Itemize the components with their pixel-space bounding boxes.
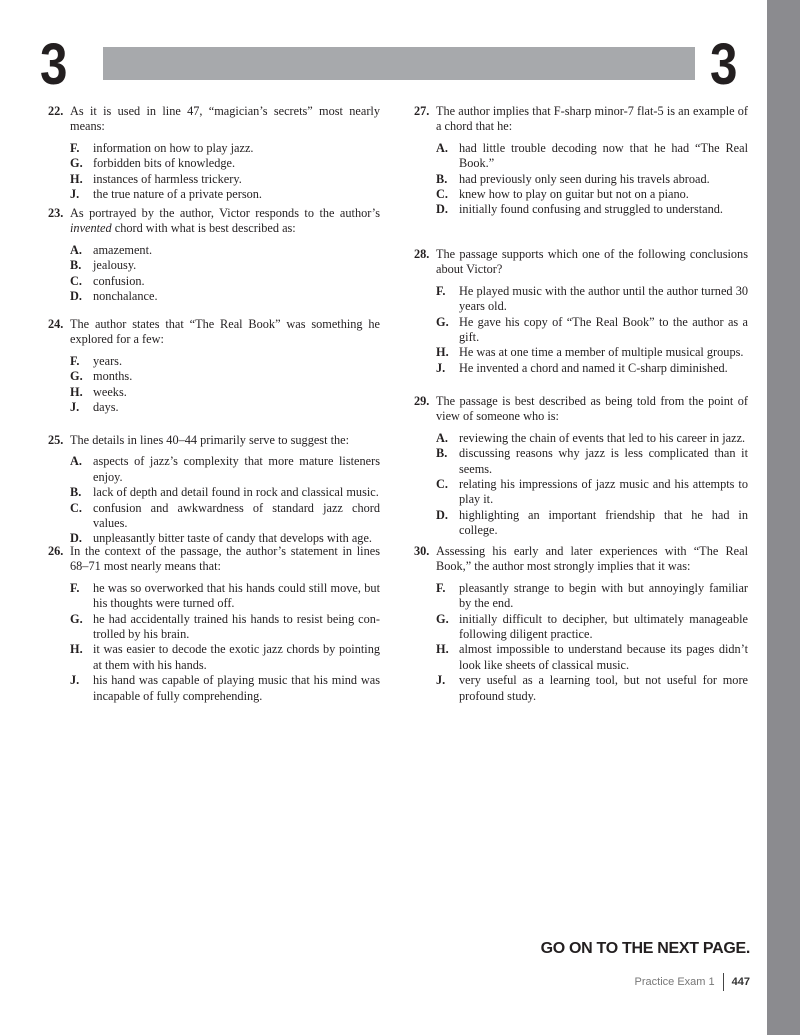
option-text: forbidden bits of knowledge. bbox=[93, 156, 236, 171]
option-text: amazement. bbox=[93, 242, 153, 257]
stem-italic: invented bbox=[70, 221, 112, 236]
question-24 bbox=[48, 317, 380, 415]
stem-text-after: chord with what is best described as: bbox=[111, 221, 296, 236]
question-28 bbox=[414, 247, 748, 376]
option-text: had previously only seen during his travels abroad. bbox=[459, 171, 710, 186]
option-text: almost impossible to understand because its pages didn’t look like sheets of classical music. bbox=[459, 642, 748, 672]
question-stem bbox=[70, 104, 380, 135]
question-stem-row bbox=[414, 544, 748, 575]
answer-option[interactable] bbox=[70, 141, 380, 156]
answer-option[interactable] bbox=[436, 508, 748, 539]
section-header-bar bbox=[103, 47, 695, 80]
option-letter: H. bbox=[70, 642, 83, 657]
option-text: knew how to play on guitar but not on a piano. bbox=[459, 187, 689, 202]
question-stem-row bbox=[48, 206, 380, 237]
option-letter: A. bbox=[436, 140, 448, 155]
option-letter: D. bbox=[70, 531, 82, 546]
option-text: had little trouble decoding now that he had “The Real Book.” bbox=[459, 140, 748, 171]
answer-option[interactable] bbox=[70, 156, 380, 171]
question-stem bbox=[70, 317, 380, 348]
option-letter: F. bbox=[70, 353, 80, 368]
question-stem-row bbox=[48, 104, 380, 135]
option-letter: H. bbox=[70, 171, 83, 186]
option-letter: G. bbox=[436, 611, 449, 626]
question-stem bbox=[436, 247, 748, 278]
option-letter: J. bbox=[436, 360, 446, 375]
question-stem-row bbox=[414, 394, 748, 425]
option-letter: H. bbox=[436, 345, 449, 360]
option-text: nonchalance. bbox=[93, 289, 158, 304]
option-letter: G. bbox=[70, 611, 83, 626]
answer-option[interactable] bbox=[436, 345, 748, 360]
answer-option[interactable] bbox=[436, 141, 748, 172]
option-letter: J. bbox=[70, 187, 80, 202]
question-25 bbox=[48, 433, 380, 547]
section-number-right: 3 bbox=[710, 32, 738, 97]
option-text: He gave his copy of “The Real Book” to the author as a gift. bbox=[459, 314, 748, 345]
option-text: He was at one time a member of multiple musical groups. bbox=[459, 345, 744, 360]
question-number: 28. bbox=[414, 247, 430, 261]
option-letter: B. bbox=[70, 258, 82, 273]
option-text: initially difficult to decipher, but ultimately manageable following diligent practice. bbox=[459, 611, 748, 642]
option-letter: C. bbox=[70, 273, 82, 288]
stem-text: In the context of the passage, the author’s statement in lines 68–71 most nearly means that: bbox=[70, 544, 380, 574]
answer-option[interactable] bbox=[436, 172, 748, 187]
answer-option[interactable] bbox=[436, 202, 748, 217]
question-stem bbox=[70, 544, 380, 575]
question-number: 25. bbox=[48, 433, 64, 447]
option-letter: A. bbox=[70, 454, 82, 469]
answer-option[interactable] bbox=[436, 673, 748, 704]
option-text: his hand was capable of playing music that his mind was incapable of fully comprehending. bbox=[93, 673, 380, 703]
answer-option[interactable] bbox=[70, 612, 380, 643]
stem-text: The author implies that F-sharp minor-7 flat-5 is an example of a chord that he: bbox=[436, 104, 748, 134]
stem-text: As portrayed by the author, Victor responds to the author’s bbox=[70, 206, 380, 220]
answer-option[interactable] bbox=[436, 431, 748, 446]
option-text: information on how to play jazz. bbox=[93, 140, 254, 155]
option-text: confusion. bbox=[93, 273, 145, 288]
option-text: discussing reasons why jazz is less complicated than it seems. bbox=[459, 446, 748, 476]
page-number: 447 bbox=[731, 976, 750, 988]
option-text: he was so overworked that his hands could still move, but his thoughts were turned off. bbox=[93, 580, 380, 611]
option-text: days. bbox=[93, 400, 119, 415]
option-letter: J. bbox=[70, 673, 80, 688]
question-stem-row bbox=[48, 433, 380, 448]
answer-option[interactable] bbox=[70, 454, 380, 485]
answer-option[interactable] bbox=[70, 172, 380, 187]
option-letter: B. bbox=[436, 446, 448, 461]
answer-option[interactable] bbox=[436, 315, 748, 346]
stem-text: The passage supports which one of the following conclusions about Victor? bbox=[436, 247, 748, 277]
option-letter: D. bbox=[436, 202, 448, 217]
answer-option[interactable] bbox=[70, 400, 380, 415]
footer-divider bbox=[723, 973, 724, 991]
option-letter: G. bbox=[436, 314, 449, 329]
option-text: initially found confusing and struggled to understand. bbox=[459, 202, 723, 217]
question-stem bbox=[436, 394, 748, 425]
section-number-left: 3 bbox=[40, 32, 68, 97]
answer-option[interactable] bbox=[436, 642, 748, 673]
answer-options bbox=[70, 141, 380, 203]
page-footer bbox=[635, 973, 750, 991]
option-text: relating his impressions of jazz music and his attempts to play it. bbox=[459, 477, 748, 507]
answer-option[interactable] bbox=[70, 187, 380, 202]
option-letter: F. bbox=[436, 580, 446, 595]
question-29 bbox=[414, 394, 748, 539]
option-letter: B. bbox=[70, 485, 82, 500]
stem-text: The author states that “The Real Book” was something he explored for a few: bbox=[70, 317, 380, 347]
question-stem-row bbox=[48, 544, 380, 575]
option-letter: F. bbox=[436, 283, 446, 298]
answer-option[interactable] bbox=[70, 642, 380, 673]
option-text: it was easier to decode the exotic jazz chords by pointing at them with his hands. bbox=[93, 642, 380, 672]
option-text: jealousy. bbox=[93, 258, 137, 273]
question-30 bbox=[414, 544, 748, 704]
answer-options bbox=[436, 581, 748, 704]
option-letter: H. bbox=[436, 642, 449, 657]
question-number: 27. bbox=[414, 104, 430, 118]
go-on-notice: GO ON TO THE NEXT PAGE. bbox=[540, 940, 750, 957]
footer-label: Practice Exam 1 bbox=[634, 976, 715, 988]
option-letter: H. bbox=[70, 384, 83, 399]
option-text: he had accidentally trained his hands to resist being con-trolled by his brain. bbox=[93, 611, 380, 642]
question-stem-row bbox=[48, 317, 380, 348]
option-text: weeks. bbox=[93, 384, 127, 399]
answer-option[interactable] bbox=[70, 289, 380, 304]
answer-option[interactable] bbox=[70, 274, 380, 289]
option-letter: D. bbox=[70, 289, 82, 304]
option-letter: G. bbox=[70, 156, 83, 171]
option-text: highlighting an important friendship that he had in college. bbox=[459, 507, 748, 538]
answer-option[interactable] bbox=[70, 485, 380, 500]
option-text: lack of depth and detail found in rock and classical music. bbox=[93, 485, 379, 500]
question-26 bbox=[48, 544, 380, 704]
option-text: aspects of jazz’s complexity that more mature listeners enjoy. bbox=[93, 454, 380, 484]
stem-text: Assessing his early and later experiences with “The Real Book,” the author most strongly implies that it was: bbox=[436, 544, 748, 574]
answer-option[interactable] bbox=[70, 581, 380, 612]
question-number: 26. bbox=[48, 544, 64, 558]
question-stem bbox=[436, 104, 748, 135]
stem-text: As it is used in line 47, “magician’s secrets” most nearly means: bbox=[70, 104, 380, 134]
option-text: He invented a chord and named it C-sharp diminished. bbox=[459, 360, 728, 375]
question-stem-row bbox=[414, 247, 748, 278]
option-letter: J. bbox=[436, 673, 446, 688]
question-stem bbox=[70, 206, 380, 237]
option-text: confusion and awkwardness of standard jazz chord values. bbox=[93, 500, 380, 531]
option-text: pleasantly strange to begin with but annoyingly familiar by the end. bbox=[459, 580, 748, 611]
option-letter: F. bbox=[70, 580, 80, 595]
option-letter: C. bbox=[70, 500, 82, 515]
answer-options bbox=[436, 431, 748, 539]
answer-option[interactable] bbox=[436, 477, 748, 508]
option-text: He played music with the author until the author turned 30 years old. bbox=[459, 283, 748, 314]
answer-options bbox=[70, 354, 380, 416]
option-text: instances of harmless trickery. bbox=[93, 171, 242, 186]
question-stem bbox=[436, 544, 748, 575]
option-text: very useful as a learning tool, but not useful for more profound study. bbox=[459, 673, 748, 703]
side-tab-strip bbox=[767, 0, 800, 1035]
question-number: 22. bbox=[48, 104, 64, 118]
option-letter: J. bbox=[70, 400, 80, 415]
answer-option[interactable] bbox=[436, 612, 748, 643]
question-number: 30. bbox=[414, 544, 430, 558]
option-letter: C. bbox=[436, 477, 448, 492]
question-22 bbox=[48, 104, 380, 202]
answer-option[interactable] bbox=[70, 501, 380, 532]
answer-option[interactable] bbox=[70, 673, 380, 704]
question-27 bbox=[414, 104, 748, 218]
answer-option[interactable] bbox=[436, 446, 748, 477]
option-text: the true nature of a private person. bbox=[93, 187, 263, 202]
question-23 bbox=[48, 206, 380, 304]
option-letter: G. bbox=[70, 369, 83, 384]
question-number: 29. bbox=[414, 394, 430, 408]
option-letter: D. bbox=[436, 507, 448, 522]
option-letter: F. bbox=[70, 140, 80, 155]
question-number: 24. bbox=[48, 317, 64, 331]
question-stem-row bbox=[414, 104, 748, 135]
answer-option[interactable] bbox=[436, 361, 748, 376]
question-stem bbox=[70, 433, 380, 448]
option-text: reviewing the chain of events that led to his career in jazz. bbox=[459, 430, 746, 445]
answer-option[interactable] bbox=[436, 581, 748, 612]
answer-option[interactable] bbox=[70, 243, 380, 258]
answer-option[interactable] bbox=[70, 258, 380, 273]
option-text: years. bbox=[93, 353, 123, 368]
option-text: unpleasantly bitter taste of candy that develops with age. bbox=[93, 531, 372, 546]
stem-text: The passage is best described as being told from the point of view of someone who is: bbox=[436, 394, 748, 424]
answer-options bbox=[70, 243, 380, 305]
option-letter: A. bbox=[436, 430, 448, 445]
answer-option[interactable] bbox=[70, 354, 380, 369]
option-text: months. bbox=[93, 369, 133, 384]
option-letter: C. bbox=[436, 187, 448, 202]
option-letter: B. bbox=[436, 171, 448, 186]
answer-options bbox=[436, 284, 748, 376]
answer-option[interactable] bbox=[70, 385, 380, 400]
stem-text: The details in lines 40–44 primarily serve to suggest the: bbox=[70, 433, 350, 447]
answer-option[interactable] bbox=[436, 187, 748, 202]
answer-option[interactable] bbox=[436, 284, 748, 315]
answer-options bbox=[70, 454, 380, 546]
answer-options bbox=[70, 581, 380, 704]
answer-option[interactable] bbox=[70, 369, 380, 384]
option-letter: A. bbox=[70, 242, 82, 257]
answer-options bbox=[436, 141, 748, 218]
question-number: 23. bbox=[48, 206, 64, 220]
